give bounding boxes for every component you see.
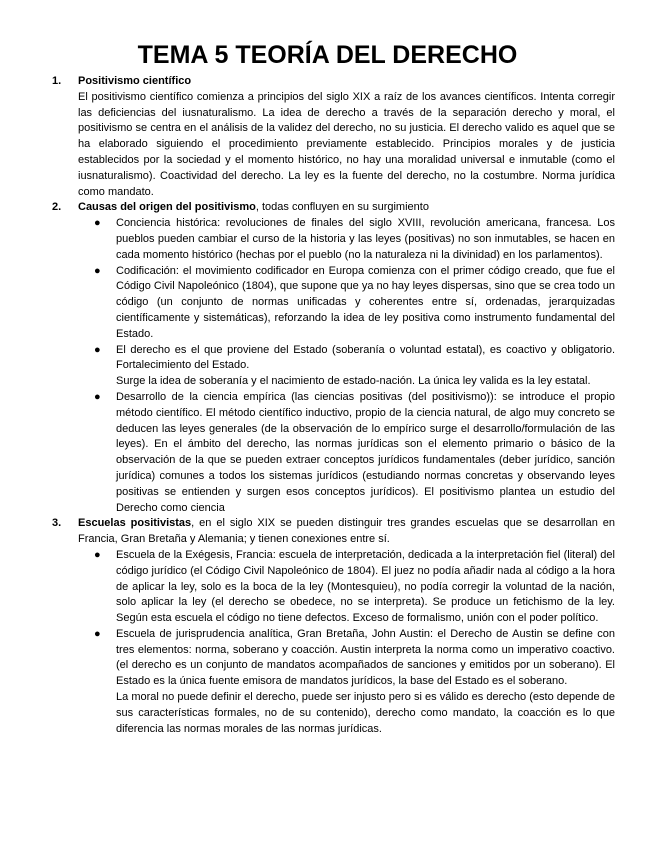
bullet-icon: ● bbox=[94, 548, 101, 561]
section-heading-bold: Positivismo científico bbox=[78, 75, 192, 87]
list-item-text: Desarrollo de la ciencia empírica (las ciencias positivas (del positivismo)): se introduce el propio método científico. El método científico inductivo, propio de la ciencia natural, de algo muy concreto se deducen las leyes generales (de la observación de lo empírico surge el desarrollo/formulación de las leyes). En el ámbito del derecho, las normas jurídicas son el elemento primario o básico de la observación de la que se pueden extraer conceptos jurídicos fundamentales (deber jurídico, sanción jurídica) comunes a todos los sistemas jurídicos (estudiando normas concretas y observando leyes positivas se entienden y surgen esos conceptos jurídicos). El positivismo plantea un estudio del Derecho como ciencia bbox=[116, 390, 615, 514]
list-item-text: El derecho es el que proviene del Estado (soberanía o voluntad estatal), es coactivo y obligatorio. Fortalecimiento del Estado. bbox=[116, 343, 615, 372]
section-causas-origen bbox=[0, 200, 655, 516]
list-item bbox=[94, 548, 615, 627]
list-item-text: Escuela de la Exégesis, Francia: escuela de interpretación, dedicada a la interpretación fiel (literal) del código jurídico (el Código Civil Napoleónico de 1804). El juez no podía añadir nada al código a la hora de aplicar la ley, solo es la boca de la ley (Montesquieu), no podía corregir la voluntad de la nación, solo aplicar la ley (el derecho se obedece, no se interpreta). Se produce un fetichismo de la ley. Según esta escuela el código no tiene defectos. Exceso de formalismo, unión con el poder político. bbox=[116, 548, 615, 625]
section-heading-rest: , todas confluyen en su surgimiento bbox=[255, 201, 429, 214]
section-heading bbox=[78, 516, 615, 548]
bullet-list bbox=[0, 548, 655, 738]
page-title: TEMA 5 TEORÍA DEL DERECHO bbox=[137, 41, 518, 69]
list-item-extra: Surge la idea de soberanía y el nacimiento de estado-nación. La única ley valida es la ley estatal. bbox=[116, 375, 591, 388]
section-heading-bold: Causas del origen del positivismo bbox=[78, 201, 256, 214]
section-heading bbox=[78, 74, 615, 90]
list-item-extra: La moral no puede definir el derecho, puede ser injusto pero si es válido es derecho (esto depende de sus características formales, no de su contenido), derecho como mandato, la coacción es lo que diferencia las normas morales de las normas jurídicas. bbox=[116, 691, 615, 735]
section-number: 1. bbox=[52, 75, 62, 87]
bullet-icon: ● bbox=[94, 264, 101, 277]
section-number: 3. bbox=[52, 517, 62, 530]
section-heading bbox=[78, 200, 615, 216]
list-item-text: Escuela de jurisprudencia analítica, Gran Bretaña, John Austin: el Derecho de Austin se define con tres elementos: norma, soberano y coacción. Austin interpreta la norma como un imperativo coactivo. (el derecho es un conjunto de mandatos acompañados de sanciones y emitidos por un soberano). El Estado es la única fuente emisora de mandatos jurídicos, la base del Estado es el soberano. bbox=[116, 627, 615, 688]
bullet-icon: ● bbox=[94, 627, 101, 640]
document-body bbox=[0, 74, 655, 737]
section-positivismo-cientifico bbox=[0, 74, 655, 200]
list-item bbox=[94, 264, 615, 343]
list-item bbox=[94, 216, 615, 263]
section-escuelas-positivistas bbox=[0, 516, 655, 737]
bullet-icon: ● bbox=[94, 343, 101, 356]
list-item-text: Conciencia histórica: revoluciones de finales del siglo XVIII, revolución americana, francesa. Los pueblos pueden cambiar el curso de la historia y las leyes (positivas) no son inmutables, se hacen en cada momento histórico (hechas por el pueblo (no la naturaleza ni la divinidad) en los parlamentos). bbox=[116, 217, 615, 261]
section-number: 2. bbox=[52, 201, 62, 214]
section-heading-bold: Escuelas positivistas bbox=[78, 517, 192, 530]
list-item bbox=[94, 343, 615, 390]
list-item bbox=[94, 627, 615, 738]
bullet-icon: ● bbox=[94, 217, 101, 230]
list-item bbox=[94, 390, 615, 516]
bullet-icon: ● bbox=[94, 390, 101, 403]
section-paragraph: El positivismo científico comienza a principios del siglo XIX a raíz de los avances científicos. Intenta corregir las deficiencias del iusnaturalismo. La idea de derecho a través de la separación derecho y moral, el positivismo se centra en el análisis de la validez del derecho, no su justicia. El derecho valido es aquel que se ha elaborado siguiendo el procedimiento previamente establecido. Principios morales y de justicia establecidos por la sociedad y el momento histórico, no hay una moralidad universal e inmutable (como el iusnaturalismo). Coactividad del derecho. La ley es la fuente del derecho, no la costumbre. Norma jurídica como mandato. bbox=[78, 90, 615, 198]
bullet-list bbox=[0, 216, 655, 516]
list-item-text: Codificación: el movimiento codificador en Europa comienza con el primer código creado, que fue el Código Civil Napoleónico (1804), que supone que ya no hay leyes dispersas, sino que se crea todo un código (un conjunto de normas unificadas y coherentes entre sí, ordenadas, jerarquizadas científicamente y sistemáticas), reforzando la idea de ley positiva como instrumento fundamental del Estado. bbox=[116, 264, 615, 340]
section-heading-rest: , en el siglo XIX se pueden distinguir tres grandes escuelas que se desarrollan en Francia, Gran Bretaña y Alemania; y tienen conexiones entre sí. bbox=[78, 517, 616, 546]
